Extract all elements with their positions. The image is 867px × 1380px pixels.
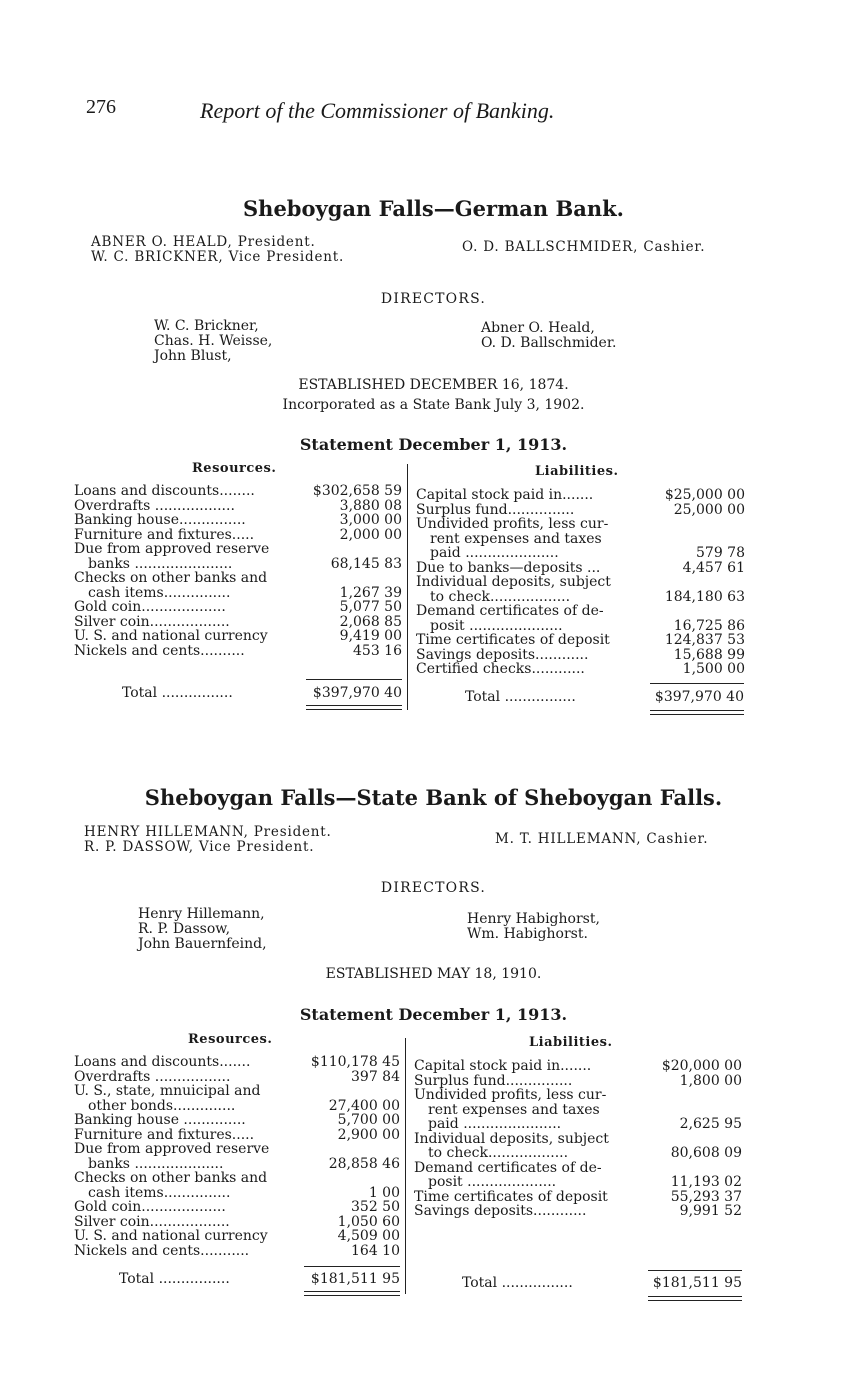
- liability-label: paid ......................: [428, 1117, 562, 1132]
- resource-label: Due from approved reserve: [74, 1142, 270, 1157]
- liabilities-list: [414, 1059, 742, 1219]
- liability-amount: 55,293 37: [670, 1188, 742, 1205]
- bank-title: Sheboygan Falls—German Bank.: [243, 196, 624, 221]
- liability-label: Surplus fund...............: [416, 502, 575, 517]
- liability-row: [416, 633, 745, 648]
- liability-row: [416, 619, 745, 634]
- resource-label: Banking house ..............: [74, 1113, 246, 1128]
- liability-row: [414, 1146, 742, 1161]
- total-row-resources: [122, 685, 402, 701]
- liability-row: [416, 546, 745, 561]
- resource-row: [74, 528, 402, 543]
- liability-amount: 25,000 00: [673, 501, 745, 518]
- resource-amount: 2,000 00: [339, 526, 402, 543]
- liability-amount: 80,608 09: [670, 1145, 742, 1161]
- liability-label: rent expenses and taxes: [430, 531, 602, 546]
- running-head: Report of the Commissioner of Banking.: [200, 98, 555, 123]
- resource-label: U. S., state, mnuicipal and: [74, 1084, 261, 1099]
- director: W. C. Brickner,: [154, 318, 259, 334]
- resources-list: [74, 484, 402, 658]
- liability-label: Certified checks............: [416, 662, 585, 677]
- liability-label: to check..................: [428, 1146, 569, 1161]
- liability-label: Capital stock paid in.......: [414, 1059, 592, 1074]
- liability-amount: $25,000 00: [664, 487, 745, 503]
- resources-list: [74, 1055, 400, 1258]
- subtotal-rule: [306, 679, 402, 680]
- director: John Bauernfeind,: [138, 936, 267, 952]
- resource-amount: 164 10: [351, 1242, 400, 1259]
- subtotal-rule: [650, 683, 744, 684]
- liability-row: [416, 604, 745, 619]
- resource-amount: 2,068 85: [339, 613, 402, 630]
- liability-row: [414, 1175, 742, 1190]
- resource-amount: 1,267 39: [339, 584, 402, 601]
- incorporated: Incorporated as a State Bank July 3, 1902.: [282, 397, 585, 413]
- resource-amount: $110,178 45: [310, 1054, 400, 1070]
- liability-label: Individual deposits, subject: [414, 1131, 609, 1146]
- director: Henry Habighorst,: [467, 911, 600, 927]
- resource-label: Nickels and cents..........: [74, 643, 245, 658]
- liabilities-heading: Liabilities.: [535, 464, 619, 479]
- liability-row: [416, 488, 745, 503]
- resource-label: Silver coin..................: [74, 1214, 230, 1229]
- liability-label: Individual deposits, subject: [416, 575, 611, 590]
- liability-label: Savings deposits............: [414, 1204, 587, 1219]
- liability-label: Time certificates of deposit: [416, 633, 610, 648]
- liability-amount: 2,625 95: [679, 1116, 742, 1132]
- bank-title: Sheboygan Falls—State Bank of Sheboygan Falls.: [144, 785, 723, 810]
- resource-label: U. S. and national currency: [74, 1229, 268, 1244]
- total-label: Total ................: [465, 689, 576, 705]
- resource-label: Gold coin...................: [74, 600, 226, 615]
- resource-row: [74, 600, 402, 615]
- double-rule: [304, 1291, 400, 1296]
- liability-label: posit .....................: [430, 618, 563, 633]
- director: Chas. H. Weisse,: [154, 333, 273, 349]
- officers-left: [91, 235, 344, 265]
- liability-row: [416, 517, 745, 532]
- resources-heading: Resources.: [188, 1032, 273, 1047]
- resource-row: [74, 1128, 400, 1143]
- director: John Blust,: [154, 348, 232, 364]
- liability-amount: 9,991 52: [679, 1203, 742, 1219]
- president: HENRY HILLEMANN, President.: [84, 824, 332, 840]
- resource-label: Loans and discounts.......: [74, 1055, 251, 1070]
- resource-row: [74, 1244, 400, 1259]
- resource-label: Silver coin..................: [74, 614, 230, 629]
- resource-row: [74, 1157, 400, 1172]
- vice-president: R. P. DASSOW, Vice President.: [84, 839, 315, 855]
- director: Abner O. Heald,: [481, 320, 595, 336]
- resource-label: Overdrafts .................: [74, 1069, 231, 1084]
- resource-row: [74, 499, 402, 514]
- resource-row: [74, 571, 402, 586]
- liability-row: [414, 1204, 742, 1219]
- total-label: Total ................: [119, 1271, 230, 1287]
- resource-row: [74, 484, 402, 499]
- statement-heading: Statement December 1, 1913.: [299, 435, 568, 454]
- resource-label: banks ......................: [88, 556, 233, 571]
- resource-row: [74, 542, 402, 557]
- liability-label: Capital stock paid in.......: [416, 488, 594, 503]
- director: Henry Hillemann,: [138, 906, 265, 922]
- total-row-liabilities: [465, 689, 744, 705]
- resource-label: cash items...............: [88, 585, 231, 600]
- liabilities-list: [416, 488, 745, 677]
- resource-label: U. S. and national currency: [74, 629, 268, 644]
- liability-amount: 579 78: [696, 545, 745, 561]
- established: ESTABLISHED MAY 18, 1910.: [325, 966, 542, 982]
- resource-label: banks ....................: [88, 1156, 224, 1171]
- directors-heading: DIRECTORS.: [380, 291, 487, 307]
- total-row-liabilities: [462, 1275, 742, 1291]
- resource-amount: 453 16: [353, 642, 402, 659]
- liability-amount: 15,688 99: [673, 646, 745, 663]
- resource-amount: 2,900 00: [337, 1126, 400, 1143]
- total-label: Total ................: [462, 1275, 573, 1291]
- liability-label: Undivided profits, less cur-: [416, 517, 609, 532]
- double-rule: [306, 705, 402, 710]
- liability-label: paid .....................: [430, 546, 559, 561]
- resource-row: [74, 1142, 400, 1157]
- page-number: 276: [86, 96, 116, 118]
- directors-heading: DIRECTORS.: [380, 880, 487, 896]
- liability-label: Savings deposits............: [416, 647, 589, 662]
- resource-row: [74, 1113, 400, 1128]
- director: R. P. Dassow,: [138, 921, 231, 937]
- resource-amount: 397 84: [351, 1068, 400, 1085]
- established: ESTABLISHED DECEMBER 16, 1874.: [298, 377, 569, 393]
- liability-amount: 11,193 02: [670, 1174, 742, 1190]
- resource-row: [74, 1084, 400, 1099]
- liability-row: [416, 648, 745, 663]
- liability-row: [416, 532, 745, 547]
- directors-right: [481, 321, 616, 351]
- resource-row: [74, 1171, 400, 1186]
- resource-row: [74, 615, 402, 630]
- liability-row: [416, 561, 745, 576]
- total-label: Total ................: [122, 685, 233, 701]
- double-rule: [648, 1296, 742, 1301]
- resource-amount: 68,145 83: [330, 555, 402, 572]
- resource-amount: 352 50: [351, 1199, 400, 1215]
- liability-label: posit ....................: [428, 1175, 557, 1190]
- directors-left: [154, 319, 272, 364]
- resource-label: cash items...............: [88, 1185, 231, 1200]
- resource-amount: 1,050 60: [337, 1213, 400, 1230]
- resource-label: Due from approved reserve: [74, 542, 270, 557]
- liability-row: [414, 1117, 742, 1132]
- liability-label: Undivided profits, less cur-: [414, 1088, 607, 1103]
- resource-row: [74, 1229, 400, 1244]
- liabilities-heading: Liabilities.: [529, 1035, 613, 1050]
- liability-amount: 1,500 00: [682, 661, 745, 677]
- vice-president: W. C. BRICKNER, Vice President.: [91, 249, 345, 265]
- subtotal-rule: [304, 1266, 400, 1267]
- resource-amount: 3,000 00: [339, 512, 402, 528]
- resource-row: [74, 644, 402, 659]
- resource-amount: 5,700 00: [337, 1112, 400, 1128]
- cashier: M. T. HILLEMANN, Cashier.: [495, 831, 709, 847]
- liability-amount: $20,000 00: [661, 1058, 742, 1074]
- total-amount: $181,511 95: [652, 1275, 742, 1291]
- liability-row: [416, 662, 745, 677]
- total-amount: $397,970 40: [312, 685, 402, 701]
- liability-label: Time certificates of deposit: [414, 1189, 608, 1204]
- president: ABNER O. HEALD, President.: [91, 234, 316, 250]
- liability-row: [414, 1059, 742, 1074]
- resource-label: Furniture and fixtures.....: [74, 1127, 255, 1142]
- resource-row: [74, 586, 402, 601]
- liability-amount: 1,800 00: [679, 1072, 742, 1089]
- liability-row: [414, 1161, 742, 1176]
- liability-label: rent expenses and taxes: [428, 1102, 600, 1117]
- resource-amount: 3,880 08: [339, 497, 402, 514]
- resource-label: Loans and discounts........: [74, 484, 255, 499]
- resource-row: [74, 1215, 400, 1230]
- resource-row: [74, 1070, 400, 1085]
- resource-label: other bonds..............: [88, 1098, 236, 1113]
- resource-row: [74, 1099, 400, 1114]
- total-amount: $397,970 40: [654, 689, 744, 705]
- liability-amount: 16,725 86: [673, 617, 745, 634]
- resource-row: [74, 1055, 400, 1070]
- director: Wm. Habighorst.: [467, 926, 588, 942]
- statement-heading: Statement December 1, 1913.: [299, 1005, 568, 1024]
- resource-amount: 4,509 00: [337, 1228, 400, 1244]
- resource-label: Checks on other banks and: [74, 571, 268, 586]
- officers-left: [84, 825, 332, 855]
- resource-label: Nickels and cents...........: [74, 1243, 250, 1258]
- liability-label: to check..................: [430, 589, 571, 604]
- directors-right: [467, 912, 600, 942]
- resource-label: Checks on other banks and: [74, 1171, 268, 1186]
- resource-amount: $302,658 59: [312, 483, 402, 499]
- resource-label: Gold coin...................: [74, 1200, 226, 1215]
- liability-row: [414, 1132, 742, 1147]
- liability-row: [414, 1074, 742, 1089]
- column-divider: [407, 464, 408, 710]
- liability-row: [416, 503, 745, 518]
- resources-heading: Resources.: [192, 461, 277, 476]
- resource-label: Overdrafts ..................: [74, 498, 235, 513]
- director: O. D. Ballschmider.: [481, 335, 617, 351]
- resource-row: [74, 557, 402, 572]
- resource-row: [74, 513, 402, 528]
- resource-amount: 5,077 50: [339, 599, 402, 615]
- liability-row: [414, 1103, 742, 1118]
- total-row-resources: [119, 1271, 400, 1287]
- resource-amount: 1 00: [368, 1184, 400, 1201]
- total-amount: $181,511 95: [310, 1271, 400, 1287]
- directors-left: [138, 907, 267, 952]
- liability-row: [414, 1088, 742, 1103]
- subtotal-rule: [648, 1270, 742, 1271]
- double-rule: [650, 710, 744, 715]
- liability-row: [416, 575, 745, 590]
- liability-label: Surplus fund...............: [414, 1073, 573, 1088]
- liability-amount: 184,180 63: [664, 588, 745, 605]
- liability-row: [416, 590, 745, 605]
- resource-row: [74, 1186, 400, 1201]
- resource-amount: 9,419 00: [339, 628, 402, 644]
- resource-label: Banking house...............: [74, 513, 246, 528]
- liability-amount: 124,837 53: [664, 632, 745, 648]
- liability-amount: 4,457 61: [682, 559, 745, 576]
- liability-label: Due to banks—deposits ...: [416, 560, 601, 575]
- liability-label: Demand certificates of de-: [414, 1160, 602, 1175]
- resource-row: [74, 1200, 400, 1215]
- resource-row: [74, 629, 402, 644]
- liability-label: Demand certificates of de-: [416, 604, 604, 619]
- resource-amount: 27,400 00: [328, 1097, 400, 1114]
- resource-label: Furniture and fixtures.....: [74, 527, 255, 542]
- liability-row: [414, 1190, 742, 1205]
- column-divider: [405, 1038, 406, 1294]
- cashier: O. D. BALLSCHMIDER, Cashier.: [462, 239, 706, 255]
- resource-amount: 28,858 46: [328, 1155, 400, 1172]
